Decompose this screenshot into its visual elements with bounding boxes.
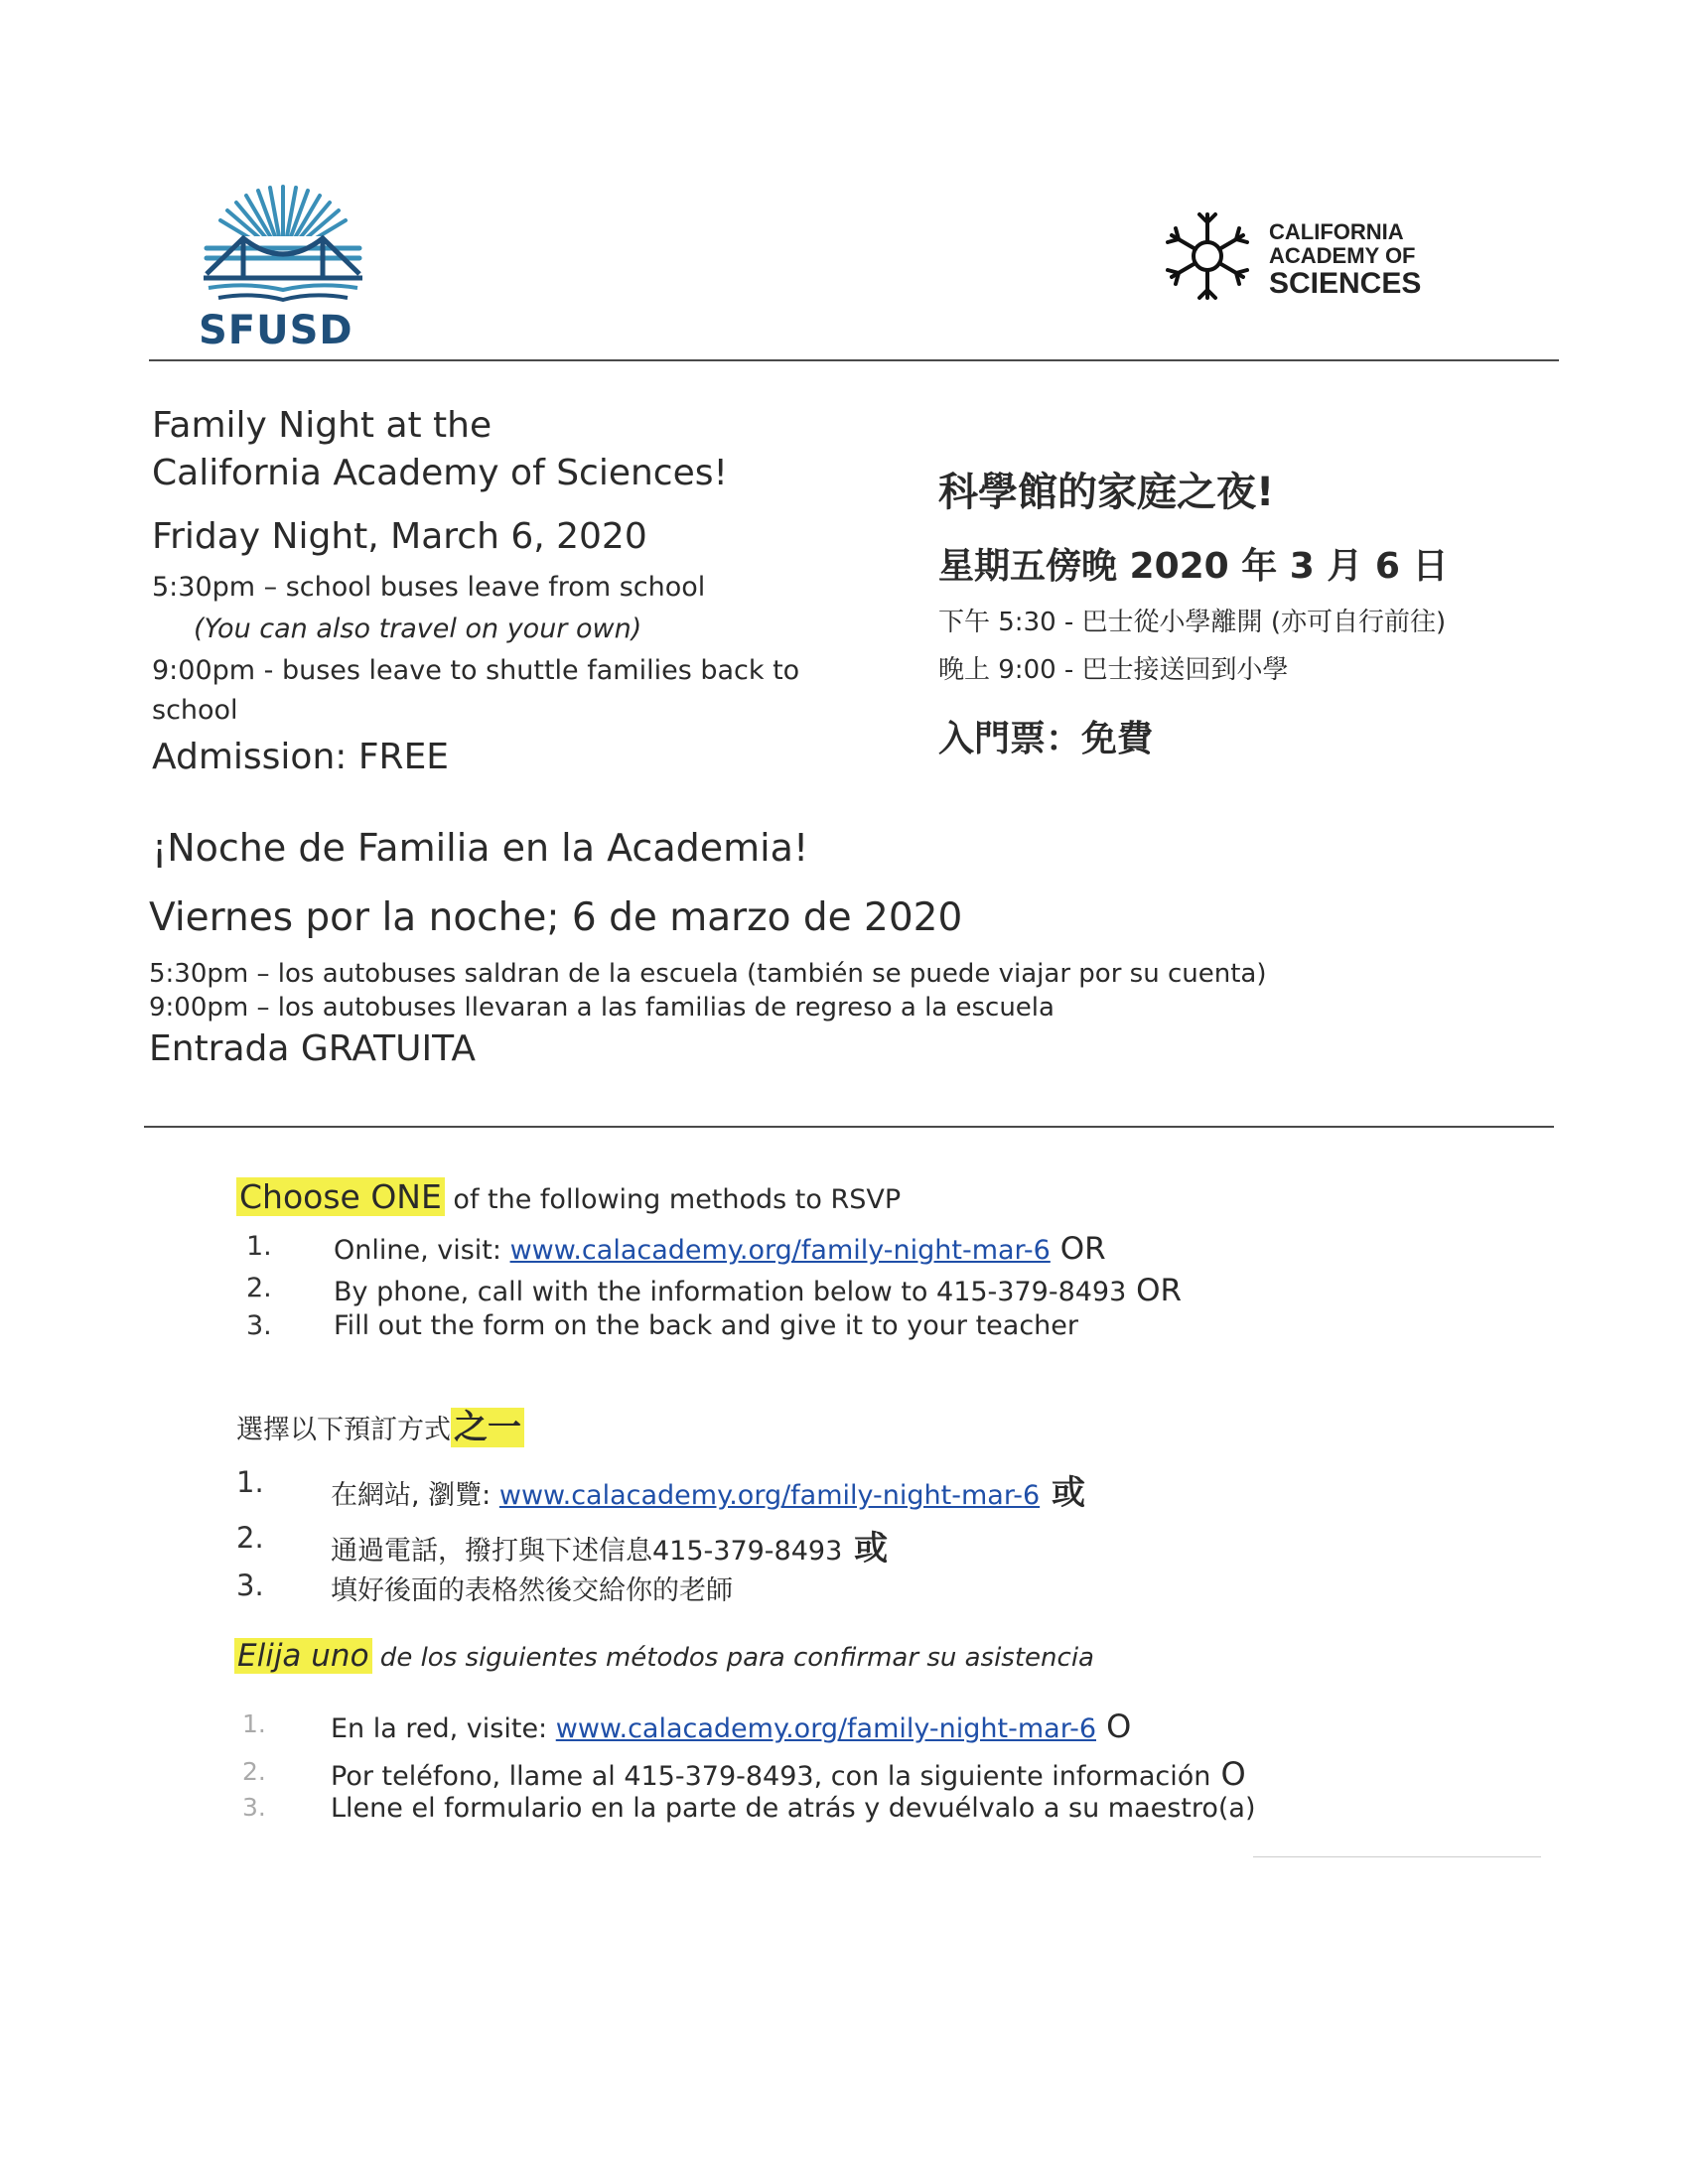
sfusd-logo-text: SFUSD bbox=[199, 308, 353, 353]
rsvp-es-item-1-text: En la red, visite: bbox=[331, 1713, 556, 1744]
rsvp-zh-highlight: 之一 bbox=[451, 1408, 524, 1447]
rsvp-es-num-2: 2. bbox=[242, 1757, 266, 1786]
en-title-line1: Family Night at the bbox=[152, 405, 492, 446]
rsvp-es-item-2-text: Por teléfono, llame al 415-379-8493, con la siguiente información bbox=[331, 1761, 1211, 1792]
en-line2b: school bbox=[152, 695, 238, 726]
rsvp-en-highlight: Choose ONE bbox=[236, 1177, 445, 1216]
rsvp-es-item-3: Llene el formulario en la parte de atrás y devuélvalo a su maestro(a) bbox=[331, 1793, 1256, 1824]
rsvp-es-item-2 bbox=[331, 1755, 1246, 1793]
rsvp-en-item-2-text: By phone, call with the information below to 415-379-8493 bbox=[334, 1277, 1127, 1307]
rsvp-en-item-2-or: OR bbox=[1126, 1273, 1183, 1308]
en-line1: 5:30pm – school buses leave from school bbox=[152, 572, 706, 603]
en-date: Friday Night, March 6, 2020 bbox=[152, 516, 647, 557]
rsvp-en-heading-rest: of the following methods to RSVP bbox=[444, 1184, 902, 1215]
rsvp-zh-item-2 bbox=[331, 1521, 888, 1570]
rsvp-es-item-1 bbox=[331, 1707, 1131, 1745]
rsvp-en-item-1-or: OR bbox=[1050, 1231, 1106, 1267]
rsvp-en-link[interactable]: www.calacademy.org/family-night-mar-6 bbox=[509, 1235, 1051, 1266]
rsvp-en-num-2: 2. bbox=[246, 1273, 272, 1303]
rsvp-zh-item-3: 填好後面的表格然後交給你的老師 bbox=[331, 1575, 733, 1606]
es-date: Viernes por la noche; 6 de marzo de 2020 bbox=[149, 895, 963, 940]
rsvp-en-num-1: 1. bbox=[246, 1231, 272, 1262]
zh-date: 星期五傍晚 2020 年 3 月 6 日 bbox=[938, 546, 1449, 587]
rsvp-es-item-1-o: O bbox=[1096, 1707, 1132, 1745]
en-line2a: 9:00pm - buses leave to shuttle families back to bbox=[152, 655, 800, 686]
rsvp-en-num-3: 3. bbox=[246, 1310, 272, 1341]
rsvp-zh-heading bbox=[236, 1400, 524, 1448]
rsvp-zh-item-2-or: 或 bbox=[842, 1529, 889, 1569]
rsvp-es-link[interactable]: www.calacademy.org/family-night-mar-6 bbox=[555, 1713, 1096, 1744]
rsvp-en-item-1-text: Online, visit: bbox=[334, 1235, 510, 1266]
es-title: ¡Noche de Familia en la Academia! bbox=[152, 826, 809, 870]
rsvp-zh-num-3: 3. bbox=[236, 1569, 264, 1602]
rsvp-zh-item-1-or: 或 bbox=[1040, 1473, 1085, 1513]
rsvp-zh-num-2: 2. bbox=[236, 1521, 264, 1555]
zh-admission: 入門票：免費 bbox=[938, 719, 1154, 759]
rsvp-zh-num-1: 1. bbox=[236, 1465, 264, 1499]
rsvp-zh-link[interactable]: www.calacademy.org/family-night-mar-6 bbox=[498, 1480, 1041, 1511]
rsvp-es-highlight: Elija uno bbox=[234, 1638, 372, 1674]
rsvp-en-heading bbox=[236, 1177, 901, 1216]
academy-logo-line-1: CALIFORNIA bbox=[1269, 219, 1404, 244]
rsvp-en-item-1 bbox=[334, 1231, 1106, 1267]
zh-line1: 下午 5:30 - 巴士從小學離開 (亦可自行前往) bbox=[938, 608, 1447, 637]
es-line1: 5:30pm – los autobuses saldran de la escuela (también se puede viajar por su cuenta) bbox=[149, 959, 1267, 989]
header-divider bbox=[149, 359, 1559, 361]
rsvp-es-num-3: 3. bbox=[242, 1793, 266, 1822]
rsvp-es-heading bbox=[234, 1638, 1094, 1674]
en-admission: Admission: FREE bbox=[152, 737, 450, 777]
zh-line2: 晚上 9:00 - 巴士接送回到小學 bbox=[938, 655, 1289, 685]
academy-logo-line-3: SCIENCES bbox=[1269, 267, 1422, 300]
rsvp-en-item-2 bbox=[334, 1273, 1182, 1308]
zh-title: 科學館的家庭之夜! bbox=[938, 470, 1275, 515]
rsvp-zh-item-2-text: 通過電話，撥打與下述信息415-379-8493 bbox=[331, 1536, 843, 1567]
rsvp-es-item-2-o: O bbox=[1210, 1755, 1246, 1793]
rsvp-es-num-1: 1. bbox=[242, 1709, 266, 1738]
rsvp-zh-item-1-text: 在網站, 瀏覽: bbox=[331, 1480, 499, 1511]
sfusd-logo bbox=[199, 179, 367, 357]
es-admission: Entrada GRATUITA bbox=[149, 1028, 476, 1069]
academy-logo bbox=[1160, 208, 1438, 308]
section-divider bbox=[144, 1126, 1554, 1128]
en-title-line2: California Academy of Sciences! bbox=[152, 453, 728, 493]
rsvp-es-heading-rest: de los siguientes métodos para confirmar su asistencia bbox=[371, 1643, 1094, 1673]
snowflake-icon bbox=[1160, 208, 1255, 304]
rsvp-zh-lead: 選擇以下預訂方式 bbox=[236, 1415, 451, 1445]
academy-logo-line-2: ACADEMY OF bbox=[1269, 243, 1416, 268]
footer-faint-rule bbox=[1253, 1856, 1541, 1857]
es-line2: 9:00pm – los autobuses llevaran a las familias de regreso a la escuela bbox=[149, 993, 1055, 1023]
en-line1-note: (You can also travel on your own) bbox=[194, 614, 642, 644]
rsvp-zh-item-1 bbox=[331, 1465, 1085, 1514]
rsvp-en-item-3: Fill out the form on the back and give it to your teacher bbox=[334, 1310, 1078, 1341]
golden-gate-bridge-icon bbox=[199, 179, 367, 308]
